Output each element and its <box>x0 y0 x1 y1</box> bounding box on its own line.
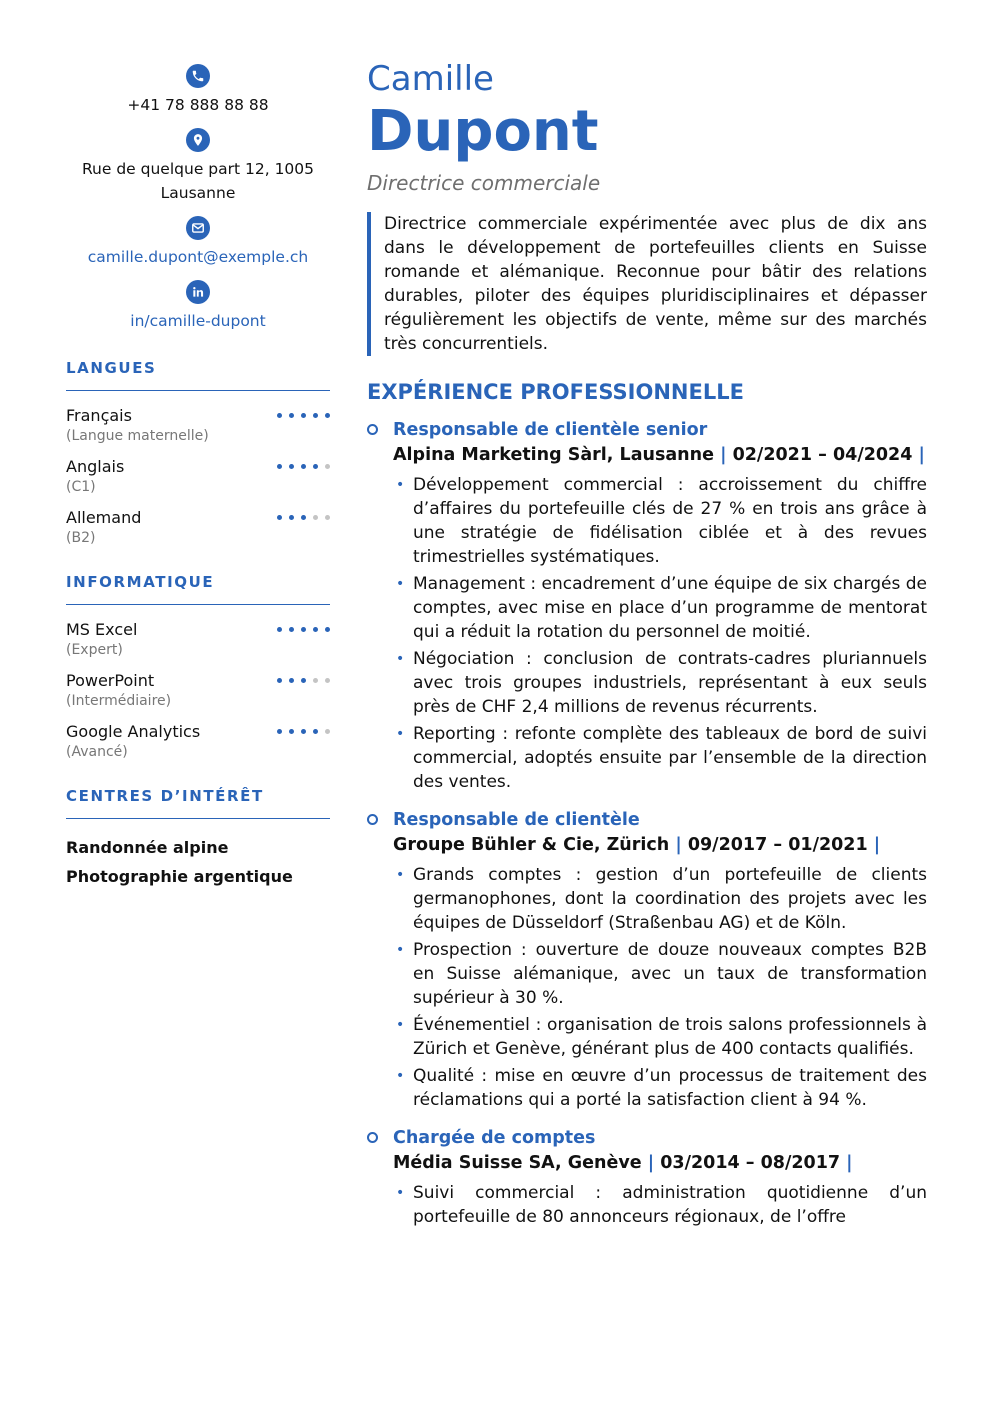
job-entry <box>367 808 927 1112</box>
languages-heading: LANGUES <box>66 359 330 391</box>
rating-dot-filled <box>277 515 282 520</box>
rating-dot-filled <box>325 413 330 418</box>
rating-dot-filled <box>277 729 282 734</box>
language-level: (C1) <box>66 479 96 495</box>
rating-dot-empty <box>325 464 330 469</box>
rating-dot-empty <box>325 729 330 734</box>
rating-dot-filled <box>289 627 294 632</box>
interest-item: Photographie argentique <box>66 867 293 886</box>
job-dates: 02/2021 – 04/2024 <box>732 445 913 465</box>
it-skill-level: (Expert) <box>66 642 123 658</box>
job-dates: 03/2014 – 08/2017 <box>660 1153 841 1173</box>
language-level: (Langue maternelle) <box>66 428 209 444</box>
rating-dot-empty <box>325 515 330 520</box>
job-bullet: • Qualité : mise en œuvre d’un processus de traitement des réclamations qui a porté la satisfaction client à 94 %. <box>396 1066 927 1110</box>
job-company-line: Alpina Marketing Sàrl, Lausanne | 02/2021 – 04/2024 | <box>393 445 925 465</box>
job-bullet: • Prospection : ouverture de douze nouveaux comptes B2B en Suisse alémanique, avec un taux de transformation supérieur à 30 %. <box>396 940 927 1008</box>
language-item <box>66 507 330 547</box>
job-bullet: • Développement commercial : accroissement du chiffre d’affaires du portefeuille clés de 27 % en trois ans grâce à une stratégie de fidélisation ciblée et à des revues trimestrielles systématiques. <box>396 475 927 567</box>
timeline-circle-icon <box>367 1132 378 1143</box>
interest-item: Randonnée alpine <box>66 838 229 857</box>
rating-dot-filled <box>277 678 282 683</box>
job-company-line: Groupe Bühler & Cie, Zürich | 09/2017 – 01/2021 | <box>393 835 881 855</box>
contact-address <box>66 128 330 205</box>
job-role: Directrice commerciale <box>367 171 601 195</box>
rating-dots <box>277 678 330 683</box>
job-company: Média Suisse SA, Genève <box>393 1153 642 1173</box>
rating-dot-empty <box>313 515 318 520</box>
rating-dot-filled <box>277 413 282 418</box>
rating-dot-filled <box>313 627 318 632</box>
it-skill-item <box>66 721 330 761</box>
rating-dots <box>277 413 330 418</box>
experience-heading: EXPÉRIENCE PROFESSIONNELLE <box>367 380 744 404</box>
last-name: Dupont <box>367 99 599 164</box>
rating-dot-filled <box>313 413 318 418</box>
job-title: Responsable de clientèle <box>393 810 640 830</box>
job-entry <box>367 418 927 794</box>
it-skill-item <box>66 619 330 659</box>
it-skill-level: (Avancé) <box>66 744 128 760</box>
job-bullet: • Reporting : refonte complète des tableaux de bord de suivi commercial, adoptés ensuite par l’ensemble de la direction des ventes. <box>396 724 927 792</box>
main-content <box>367 58 927 1243</box>
language-name: Anglais <box>66 457 125 476</box>
job-bullet: • Suivi commercial : administration quotidienne d’un portefeuille de 80 annonceurs régionaux, de l’offre <box>396 1183 927 1227</box>
rating-dots <box>277 627 330 632</box>
language-name: Français <box>66 406 132 425</box>
job-entry <box>367 1126 927 1229</box>
rating-dot-filled <box>301 515 306 520</box>
rating-dot-filled <box>289 515 294 520</box>
language-name: Allemand <box>66 508 142 527</box>
it-skill-name: Google Analytics <box>66 722 201 741</box>
timeline-circle-icon <box>367 814 378 825</box>
interests-list <box>66 833 330 891</box>
rating-dot-filled <box>277 627 282 632</box>
job-title: Chargée de comptes <box>393 1128 596 1148</box>
rating-dot-filled <box>313 729 318 734</box>
rating-dot-empty <box>325 678 330 683</box>
linkedin-icon <box>186 280 210 304</box>
language-level: (B2) <box>66 530 96 546</box>
job-dates: 09/2017 – 01/2021 <box>687 835 868 855</box>
address-text: Rue de quelque part 12, 1005 Lausanne <box>81 160 315 202</box>
interests-heading: CENTRES D’INTÉRÊT <box>66 787 330 819</box>
job-company: Alpina Marketing Sàrl, Lausanne <box>393 445 714 465</box>
rating-dot-empty <box>313 678 318 683</box>
email-icon <box>186 216 210 240</box>
email-link[interactable]: camille.dupont@exemple.ch <box>87 248 309 266</box>
rating-dot-filled <box>289 413 294 418</box>
it-skill-level: (Intermédiaire) <box>66 693 172 709</box>
phone-number: +41 78 888 88 88 <box>127 96 269 114</box>
profile-summary: Directrice commerciale expérimentée avec plus de dix ans dans le développement de portefeuilles clients en Suisse romande et alémanique. Reconnue pour bâtir des relations durables, piloter des équipes pluridisciplinaires et dépasser régulièrement les objectifs de vente, même sur des marchés très concurrentiels. <box>367 212 927 356</box>
timeline-circle-icon <box>367 424 378 435</box>
first-name: Camille <box>367 59 494 99</box>
job-bullets <box>393 1181 927 1229</box>
languages-list <box>66 405 330 547</box>
it-skills-heading: INFORMATIQUE <box>66 573 330 605</box>
rating-dot-filled <box>325 627 330 632</box>
rating-dot-filled <box>289 464 294 469</box>
rating-dot-filled <box>313 464 318 469</box>
language-item <box>66 456 330 496</box>
job-bullet: • Événementiel : organisation de trois salons professionnels à Zürich et Genève, générant plus de 400 contacts qualifiés. <box>396 1015 927 1059</box>
linkedin-link[interactable]: in/camille-dupont <box>130 312 266 330</box>
rating-dot-filled <box>301 729 306 734</box>
job-bullets <box>393 863 927 1112</box>
language-item <box>66 405 330 445</box>
rating-dots <box>277 464 330 469</box>
rating-dot-filled <box>277 464 282 469</box>
rating-dots <box>277 729 330 734</box>
experience-list <box>367 418 927 1229</box>
contact-email <box>66 216 330 269</box>
rating-dot-filled <box>301 678 306 683</box>
sidebar <box>66 64 330 891</box>
contact-linkedin <box>66 280 330 333</box>
job-bullet: • Grands comptes : gestion d’un portefeuille de clients germanophones, dont la coordination des projets avec les équipes de Düsseldorf (Straßenbau AG) et de Köln. <box>396 865 927 933</box>
rating-dot-filled <box>301 627 306 632</box>
contact-phone <box>66 64 330 117</box>
job-bullet: • Management : encadrement d’une équipe de six chargés de comptes, avec mise en place d’un programme de mentorat qui a réduit la rotation du personnel de moitié. <box>396 574 927 642</box>
location-icon <box>186 128 210 152</box>
job-bullet: • Négociation : conclusion de contrats-cadres pluriannuels avec trois groupes industriels, représentant à eux seuls près de CHF 2,4 millions de revenus récurrents. <box>396 649 927 717</box>
rating-dot-filled <box>289 678 294 683</box>
it-skills-list <box>66 619 330 761</box>
rating-dot-filled <box>301 464 306 469</box>
phone-icon <box>186 64 210 88</box>
it-skill-item <box>66 670 330 710</box>
job-company: Groupe Bühler & Cie, Zürich <box>393 835 670 855</box>
rating-dots <box>277 515 330 520</box>
job-title: Responsable de clientèle senior <box>393 420 708 440</box>
job-company-line: Média Suisse SA, Genève | 03/2014 – 08/2017 | <box>393 1153 853 1173</box>
it-skill-name: PowerPoint <box>66 671 155 690</box>
rating-dot-filled <box>301 413 306 418</box>
rating-dot-filled <box>289 729 294 734</box>
job-bullets <box>393 473 927 794</box>
it-skill-name: MS Excel <box>66 620 138 639</box>
